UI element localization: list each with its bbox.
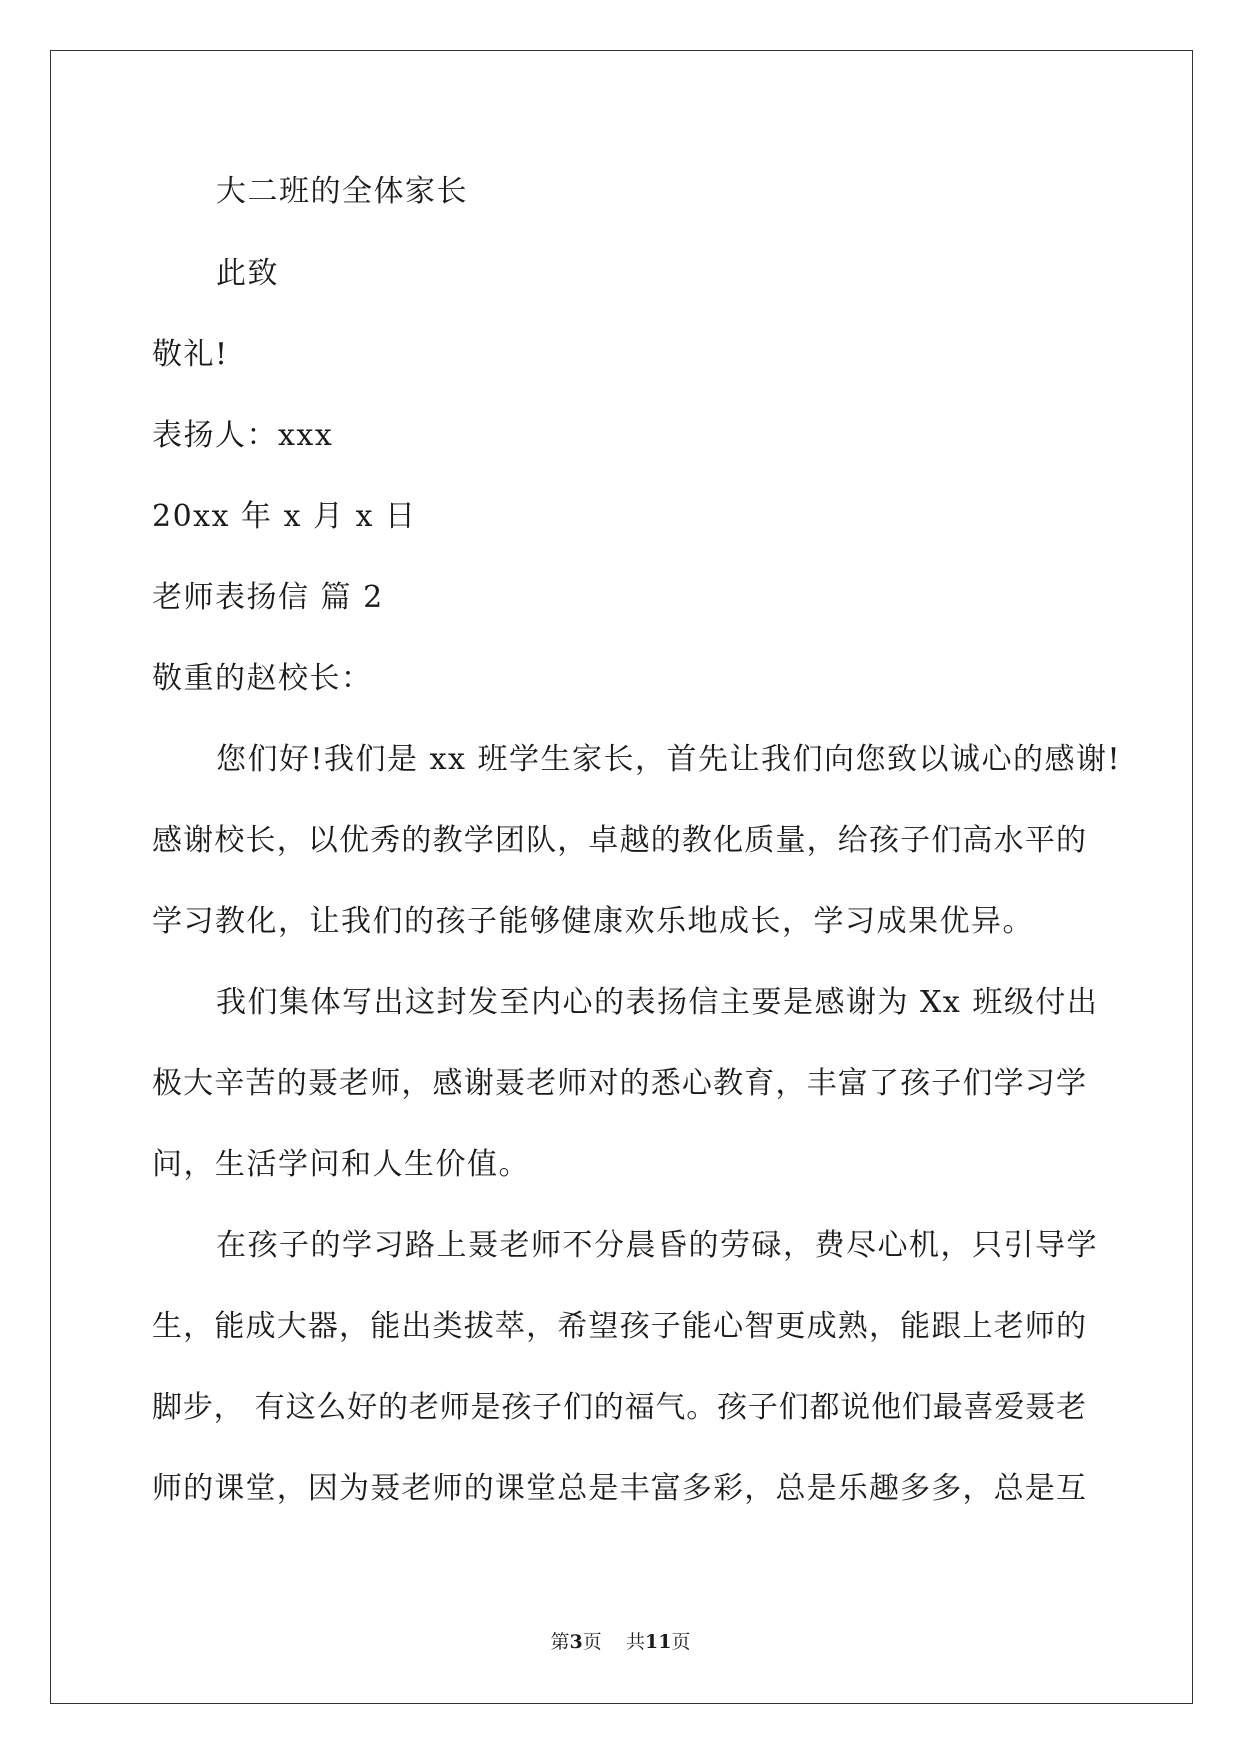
page-suffix: 页	[582, 1631, 602, 1653]
letter-greeting: 敬重的赵校长：	[152, 661, 373, 696]
total-pages: 11	[644, 1631, 672, 1653]
signature-line: 表扬人：xxx	[152, 418, 334, 453]
page-border	[50, 50, 1193, 1704]
page-footer	[0, 1630, 1241, 1654]
paragraph-3-line-3: 脚步， 有这么好的老师是孩子们的福气。孩子们都说他们最喜爱聂老	[152, 1390, 1086, 1425]
total-suffix: 页	[671, 1631, 691, 1653]
paragraph-2-line-2: 极大辛苦的聂老师，感谢聂老师对的悉心教育，丰富了孩子们学习学	[152, 1066, 1086, 1101]
paragraph-2-line-1: 我们集体写出这封发至内心的表扬信主要是感谢为 Xx 班级付出	[216, 985, 1099, 1020]
paragraph-3-line-1: 在孩子的学习路上聂老师不分晨昏的劳碌，费尽心机，只引导学	[216, 1228, 1098, 1263]
page-prefix: 第	[550, 1631, 570, 1653]
closing-ci-zhi: 此致	[216, 256, 279, 291]
paragraph-1-line-3: 学习教化，让我们的孩子能够健康欢乐地成长，学习成果优异。	[152, 904, 1034, 939]
closing-jing-li: 敬礼!	[152, 337, 229, 372]
paragraph-3-line-4: 师的课堂，因为聂老师的课堂总是丰富多彩，总是乐趣多多，总是互	[152, 1471, 1086, 1506]
paragraph-1-line-2: 感谢校长，以优秀的教学团队，卓越的教化质量，给孩子们高水平的	[152, 823, 1086, 858]
paragraph-3-line-2: 生，能成大器，能出类拔萃，希望孩子能心智更成熟，能跟上老师的	[152, 1309, 1086, 1344]
total-prefix: 共	[625, 1631, 645, 1653]
page-number: 3	[569, 1631, 583, 1653]
section-heading: 老师表扬信 篇 2	[152, 580, 384, 615]
paragraph-2-line-3: 问，生活学问和人生价值。	[152, 1147, 530, 1182]
salutation-recipient: 大二班的全体家长	[216, 174, 468, 209]
paragraph-1-line-1: 您们好!我们是 xx 班学生家长，首先让我们向您致以诚心的感谢!	[216, 742, 1122, 777]
date-line: 20xx 年 x 月 x 日	[152, 499, 417, 534]
